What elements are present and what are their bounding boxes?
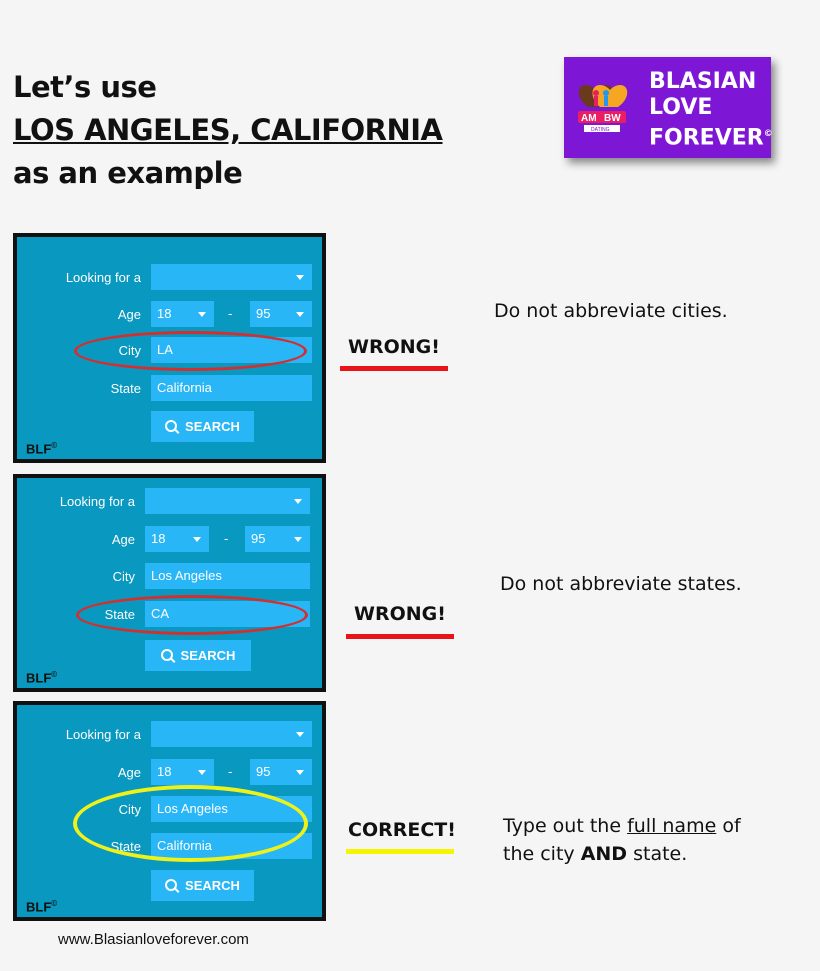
age-min-select[interactable] <box>145 526 209 552</box>
blf-copyright: © <box>51 670 58 679</box>
age-separator: - <box>228 764 233 779</box>
chevron-down-icon <box>294 537 302 542</box>
blf-mark <box>26 670 57 685</box>
chevron-down-icon <box>296 770 304 775</box>
note-underlined: full name <box>627 815 717 837</box>
chevron-down-icon <box>193 537 201 542</box>
verdict-underline <box>340 366 448 371</box>
instruction-note <box>503 812 741 868</box>
age-max-select[interactable] <box>250 301 312 327</box>
blasian-love-forever-logo <box>564 57 771 158</box>
age-min-select[interactable] <box>151 759 214 785</box>
chevron-down-icon <box>296 275 304 280</box>
verdict-underline <box>346 849 454 854</box>
city-input[interactable]: Los Angeles <box>151 796 312 822</box>
verdict-underline <box>346 634 454 639</box>
highlight-ring <box>74 331 307 371</box>
blf-mark <box>26 899 57 914</box>
blf-mark <box>26 441 57 456</box>
svg-text:AM: AM <box>581 113 597 124</box>
chevron-down-icon <box>294 499 302 504</box>
state-input[interactable]: California <box>151 375 312 401</box>
state-label: State <box>110 381 141 396</box>
blf-copyright: © <box>51 899 58 908</box>
state-label: State <box>110 839 141 854</box>
note-text: Type out the <box>503 815 628 837</box>
chevron-down-icon <box>198 770 206 775</box>
blf-text: BLF <box>26 441 52 457</box>
note-text: of <box>716 815 741 837</box>
state-label: State <box>104 607 135 622</box>
highlight-ring <box>73 785 308 862</box>
age-label: Age <box>117 307 141 322</box>
note-line-1 <box>503 812 741 840</box>
svg-text:DATING: DATING <box>591 127 610 133</box>
looking-for-label: Looking for a <box>59 494 135 509</box>
city-label: City <box>118 802 141 817</box>
verdict-label: CORRECT! <box>348 819 456 841</box>
note-bold: AND <box>580 843 628 865</box>
search-icon <box>165 879 177 891</box>
search-button-label: SEARCH <box>185 419 240 434</box>
logo-wordmark: BLASIAN LOVE FOREVER© <box>649 69 773 151</box>
city-label: City <box>118 343 141 358</box>
search-button[interactable] <box>151 411 254 442</box>
note-line-2 <box>503 840 741 868</box>
search-button-label: SEARCH <box>180 648 236 663</box>
chevron-down-icon <box>198 312 206 317</box>
age-min-value: 18 <box>151 531 166 546</box>
age-max-select[interactable] <box>245 526 310 552</box>
looking-for-select[interactable] <box>151 721 312 747</box>
highlight-ring <box>76 595 308 635</box>
heading <box>13 66 443 195</box>
svg-text:BW: BW <box>604 113 621 124</box>
chevron-down-icon <box>296 312 304 317</box>
instruction-note: Do not abbreviate states. <box>500 573 742 595</box>
blf-copyright: © <box>51 441 58 450</box>
hearts-couple-icon <box>574 77 630 135</box>
age-label: Age <box>111 532 135 547</box>
verdict-label: WRONG! <box>354 603 446 625</box>
state-input[interactable]: CA <box>145 601 310 627</box>
age-label: Age <box>117 765 141 780</box>
age-min-value: 18 <box>157 306 172 321</box>
age-max-select[interactable] <box>250 759 312 785</box>
instruction-note: Do not abbreviate cities. <box>494 300 728 322</box>
blf-text: BLF <box>26 670 52 686</box>
age-max-value: 95 <box>256 764 271 779</box>
age-min-value: 18 <box>157 764 172 779</box>
looking-for-select[interactable] <box>145 488 310 514</box>
note-text: the city <box>503 843 581 865</box>
looking-for-select[interactable] <box>151 264 312 290</box>
looking-for-label: Looking for a <box>65 727 141 742</box>
heading-line-1: Let’s use <box>13 70 157 104</box>
age-separator: - <box>228 306 233 321</box>
city-input[interactable]: LA <box>151 337 312 363</box>
search-button-label: SEARCH <box>185 878 240 893</box>
age-max-value: 95 <box>256 306 271 321</box>
chevron-down-icon <box>296 732 304 737</box>
search-icon <box>161 649 173 661</box>
heading-line-2: LOS ANGELES, CALIFORNIA <box>13 113 443 147</box>
heading-line-3: as an example <box>13 156 243 190</box>
state-input[interactable]: California <box>151 833 312 859</box>
city-input[interactable]: Los Angeles <box>145 563 310 589</box>
search-button[interactable] <box>151 870 254 901</box>
blf-text: BLF <box>26 899 52 915</box>
city-label: City <box>112 569 135 584</box>
age-min-select[interactable] <box>151 301 214 327</box>
age-separator: - <box>224 531 229 546</box>
looking-for-label: Looking for a <box>65 270 141 285</box>
verdict-label: WRONG! <box>348 336 440 358</box>
note-text: state. <box>627 843 688 865</box>
search-icon <box>165 420 177 432</box>
website-url[interactable]: www.Blasianloveforever.com <box>58 931 249 948</box>
age-max-value: 95 <box>251 531 266 546</box>
search-button[interactable] <box>145 640 251 671</box>
